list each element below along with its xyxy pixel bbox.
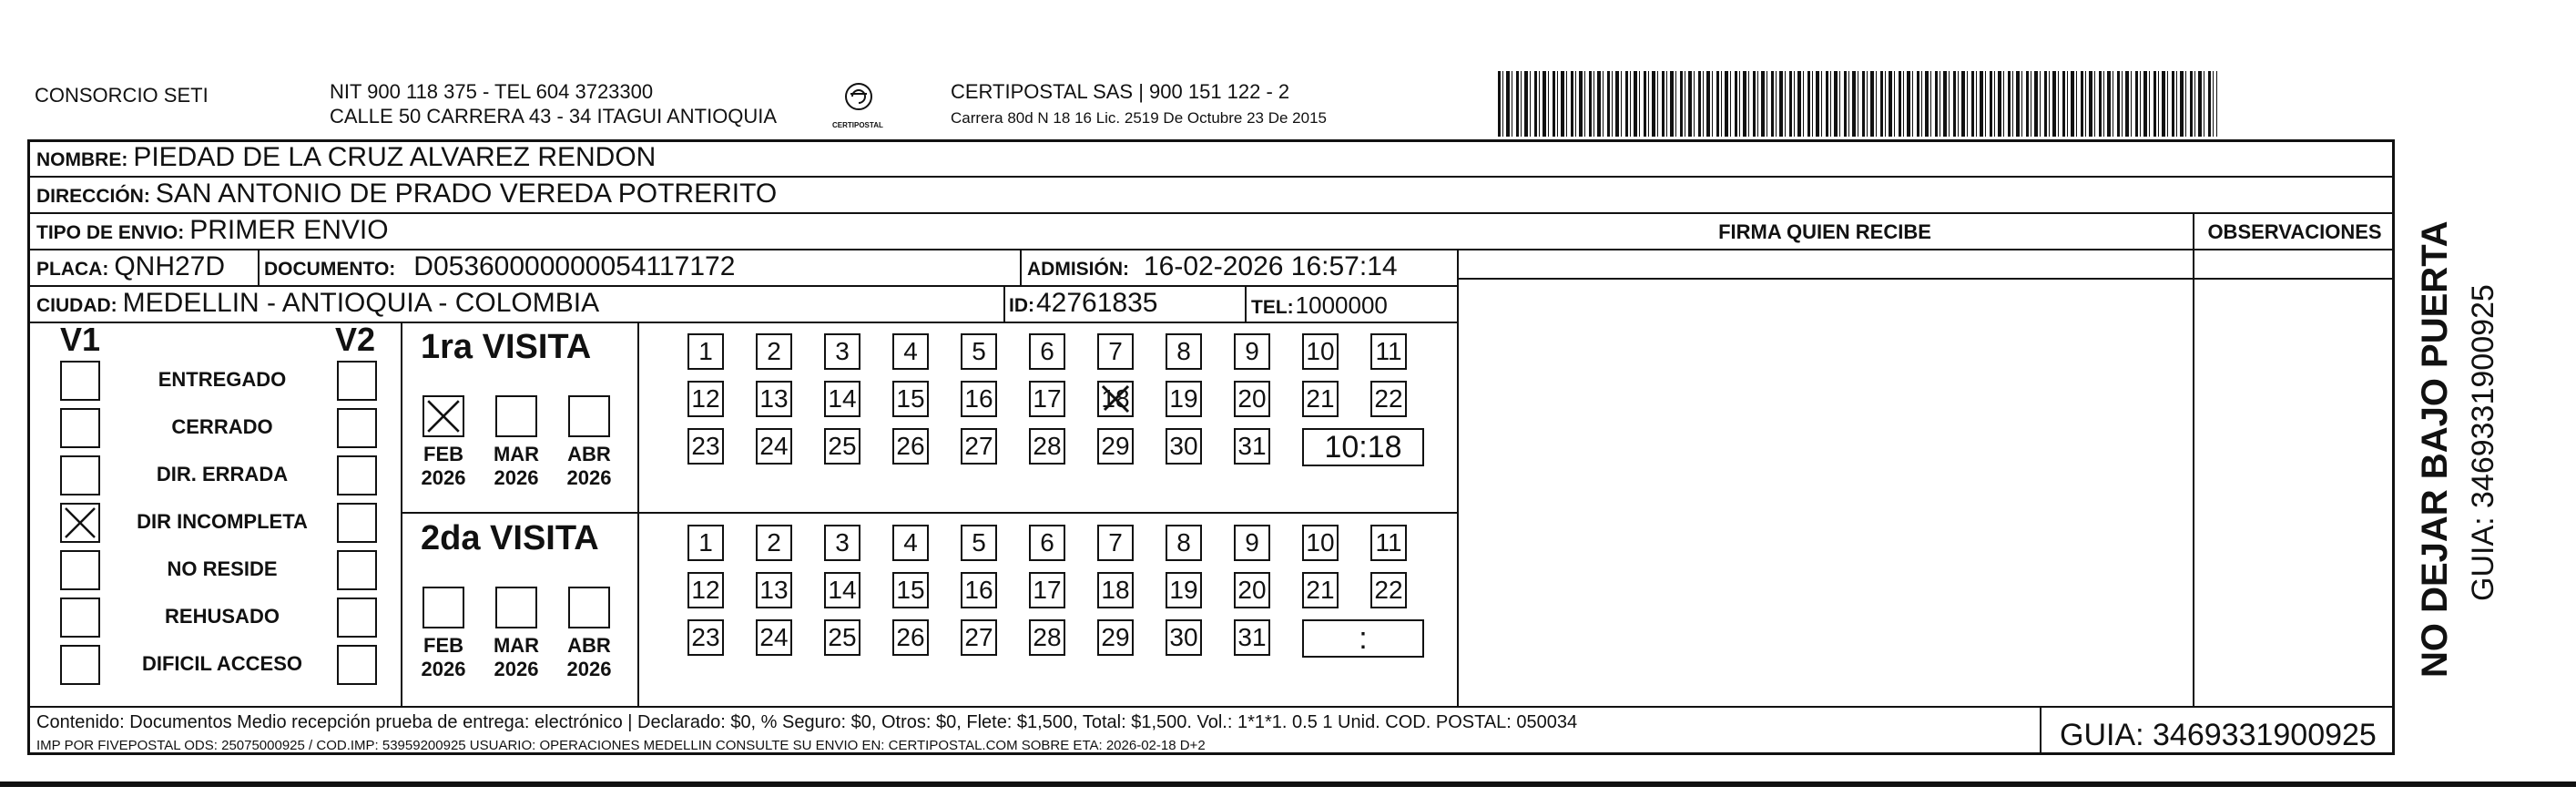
status-v2-checkbox[interactable]	[337, 361, 377, 401]
day-box[interactable]: 20	[1234, 572, 1270, 608]
day-box[interactable]: 15	[892, 381, 929, 417]
month-year: 2026	[494, 658, 539, 680]
day-box[interactable]: 6	[1029, 525, 1065, 561]
day-box[interactable]: 12	[687, 381, 724, 417]
tipo-field	[36, 215, 389, 246]
address-line: CALLE 50 CARRERA 43 - 34 ITAGUI ANTIOQUIA	[330, 105, 778, 128]
footer-divider	[2040, 706, 2041, 755]
scan-edge	[0, 781, 2576, 787]
visit-divider	[637, 322, 639, 706]
visit2-title: 2da VISITA	[421, 519, 599, 557]
day-box[interactable]: 31	[1234, 619, 1270, 656]
day-box[interactable]: 5	[961, 525, 997, 561]
admision-field	[1027, 251, 1398, 282]
admision-label: ADMISIÓN:	[1027, 259, 1129, 280]
nombre-field	[36, 142, 656, 173]
certipostal-line1: CERTIPOSTAL SAS | 900 151 122 - 2	[951, 80, 1290, 103]
status-v2-checkbox[interactable]	[337, 408, 377, 448]
ciudad-value: MEDELLIN - ANTIOQUIA - COLOMBIA	[122, 288, 600, 318]
status-label: DIFICIL ACCESO	[141, 652, 302, 675]
day-box[interactable]: 18	[1097, 381, 1134, 417]
month-name: ABR	[567, 443, 611, 465]
month-year: 2026	[566, 658, 612, 680]
month-name: FEB	[423, 634, 463, 657]
day-box[interactable]: 23	[687, 428, 724, 465]
day-box[interactable]: 1	[687, 525, 724, 561]
day-box[interactable]: 22	[1370, 381, 1407, 417]
day-box[interactable]: 29	[1097, 428, 1134, 465]
status-label: CERRADO	[171, 415, 273, 438]
day-box[interactable]: 28	[1029, 428, 1065, 465]
month-label	[562, 634, 616, 681]
tipo-label: TIPO DE ENVIO:	[36, 222, 185, 243]
status-v1-checkbox[interactable]	[60, 361, 100, 401]
status-v2-checkbox[interactable]	[337, 645, 377, 685]
month-year: 2026	[566, 466, 612, 489]
v2-header: V2	[335, 321, 376, 358]
documento-label: DOCUMENTO:	[264, 259, 396, 280]
day-box[interactable]: 22	[1370, 572, 1407, 608]
footer-guia: GUIA: 3469331900925	[2060, 718, 2377, 752]
day-box[interactable]: 27	[961, 428, 997, 465]
day-box[interactable]: 26	[892, 428, 929, 465]
status-v1-checkbox[interactable]	[60, 503, 100, 543]
certipostal-line2: Carrera 80d N 18 16 Lic. 2519 De Octubre 23 De 2015	[951, 109, 1327, 127]
col-divider	[1020, 249, 1022, 285]
day-box[interactable]: 16	[961, 572, 997, 608]
day-box[interactable]: 13	[756, 572, 792, 608]
month-checkbox[interactable]	[568, 587, 610, 628]
day-box[interactable]: 9	[1234, 333, 1270, 370]
col-divider	[258, 249, 260, 285]
day-box[interactable]: 6	[1029, 333, 1065, 370]
day-box[interactable]: 19	[1166, 572, 1202, 608]
month-label	[562, 443, 616, 490]
day-box[interactable]: 4	[892, 333, 929, 370]
col-divider	[1003, 285, 1005, 322]
v1-header: V1	[60, 321, 101, 358]
day-box[interactable]: 21	[1302, 572, 1339, 608]
day-box[interactable]: 28	[1029, 619, 1065, 656]
documento-field	[264, 251, 735, 282]
day-box[interactable]: 24	[756, 428, 792, 465]
status-v1-checkbox[interactable]	[60, 598, 100, 638]
row-divider	[27, 176, 2395, 178]
month-label	[416, 443, 471, 490]
day-box[interactable]: 20	[1234, 381, 1270, 417]
day-box[interactable]: 2	[756, 525, 792, 561]
day-box[interactable]: 11	[1370, 333, 1407, 370]
day-box[interactable]: 21	[1302, 381, 1339, 417]
month-name: MAR	[493, 634, 540, 657]
day-box[interactable]: 30	[1166, 619, 1202, 656]
day-box[interactable]: 15	[892, 572, 929, 608]
day-box[interactable]: 30	[1166, 428, 1202, 465]
row-divider	[27, 322, 1457, 323]
placa-field	[36, 251, 225, 282]
day-box[interactable]: 5	[961, 333, 997, 370]
month-checkbox[interactable]	[568, 395, 610, 437]
day-box[interactable]: 7	[1097, 333, 1134, 370]
status-v2-checkbox[interactable]	[337, 503, 377, 543]
month-label	[416, 634, 471, 681]
direccion-value: SAN ANTONIO DE PRADO VEREDA POTRERITO	[155, 179, 778, 209]
month-checkbox[interactable]	[423, 587, 464, 628]
day-box[interactable]: 18	[1097, 572, 1134, 608]
month-name: ABR	[567, 634, 611, 657]
visit-divider	[401, 512, 1457, 514]
admision-value: 16-02-2026 16:57:14	[1144, 251, 1398, 281]
day-box[interactable]: 8	[1166, 333, 1202, 370]
month-checkbox[interactable]	[495, 587, 537, 628]
day-box[interactable]: 7	[1097, 525, 1134, 561]
documento-value: D05360000000054117172	[413, 251, 736, 281]
row-divider	[27, 212, 2395, 214]
footer-content: Contenido: Documentos Medio recepción prueba de entrega: electrónico | Declarado: $0, % Seguro: $0, Otros: $0, Flete: $1,500, Total: $1,500. Vol.: 1*1*1. 0.5 1 Unid. COD. POSTAL: 050034	[36, 712, 1578, 732]
status-label: DIR. ERRADA	[156, 463, 289, 485]
month-name: MAR	[493, 443, 540, 465]
month-year: 2026	[421, 658, 466, 680]
barcode	[1498, 71, 2217, 137]
day-box[interactable]: 10	[1302, 525, 1339, 561]
col-divider	[1245, 285, 1247, 322]
row-divider	[27, 249, 2395, 250]
month-year: 2026	[421, 466, 466, 489]
day-box[interactable]: 31	[1234, 428, 1270, 465]
status-v2-checkbox[interactable]	[337, 455, 377, 495]
day-box[interactable]: 25	[824, 428, 860, 465]
row-divider	[1457, 278, 2395, 280]
day-box[interactable]: 27	[961, 619, 997, 656]
day-box[interactable]: 2	[756, 333, 792, 370]
day-box[interactable]: 25	[824, 619, 860, 656]
status-v2-checkbox[interactable]	[337, 550, 377, 590]
month-name: FEB	[423, 443, 463, 465]
day-box[interactable]: 3	[824, 525, 860, 561]
ciudad-label: CIUDAD:	[36, 295, 117, 316]
logo-text: CERTIPOSTAL	[832, 121, 883, 129]
day-box[interactable]: 14	[824, 572, 860, 608]
status-label: ENTREGADO	[158, 368, 287, 391]
visit1-title: 1ra VISITA	[421, 328, 592, 366]
day-box[interactable]: 24	[756, 619, 792, 656]
month-checkbox[interactable]	[423, 395, 464, 437]
month-label	[489, 634, 544, 681]
direccion-label: DIRECCIÓN:	[36, 186, 150, 207]
col-divider	[1457, 249, 1459, 706]
tel-value: 1000000	[1295, 291, 1388, 319]
tipo-value: PRIMER ENVIO	[189, 215, 389, 245]
ciudad-field	[36, 288, 599, 319]
status-v1-checkbox[interactable]	[60, 645, 100, 685]
day-box[interactable]: 16	[961, 381, 997, 417]
day-box[interactable]: 23	[687, 619, 724, 656]
day-mark	[1097, 381, 1134, 417]
nombre-label: NOMBRE:	[36, 149, 128, 170]
day-box[interactable]: 29	[1097, 619, 1134, 656]
observaciones-header: OBSERVACIONES	[2207, 220, 2382, 243]
month-year: 2026	[494, 466, 539, 489]
company-name: CONSORCIO SETI	[35, 84, 209, 107]
footer-meta: IMP POR FIVEPOSTAL ODS: 25075000925 / COD.IMP: 53959200925 USUARIO: OPERACIONES MEDELLIN CONSULTE SU ENVIO EN: CERTIPOSTAL.COM SOBRE ETA: 2026-02-18 D+2	[36, 738, 1206, 753]
row-divider	[27, 285, 1457, 287]
day-box[interactable]: 10	[1302, 333, 1339, 370]
status-label: REHUSADO	[165, 605, 280, 628]
id-label: ID:	[1009, 295, 1034, 316]
placa-value: QNH27D	[114, 251, 226, 281]
status-label: DIR INCOMPLETA	[137, 510, 308, 533]
status-v2-checkbox[interactable]	[337, 598, 377, 638]
day-box[interactable]: 13	[756, 381, 792, 417]
side-guia: GUIA: 3469331900925	[2466, 284, 2500, 601]
month-label	[489, 443, 544, 490]
status-divider	[401, 322, 402, 706]
status-v1-checkbox[interactable]	[60, 455, 100, 495]
nit-line: NIT 900 118 375 - TEL 604 3723300	[330, 80, 654, 103]
nombre-value: PIEDAD DE LA CRUZ ALVAREZ RENDON	[133, 142, 657, 172]
day-box[interactable]: 19	[1166, 381, 1202, 417]
id-value: 42761835	[1036, 288, 1158, 318]
status-v1-checkbox[interactable]	[60, 550, 100, 590]
day-box[interactable]: 14	[824, 381, 860, 417]
day-box[interactable]: 3	[824, 333, 860, 370]
day-box[interactable]: 12	[687, 572, 724, 608]
id-field	[1009, 288, 1157, 319]
tel-label: TEL:	[1251, 297, 1294, 318]
day-box[interactable]: 1	[687, 333, 724, 370]
day-box[interactable]: 8	[1166, 525, 1202, 561]
firma-header: FIRMA QUIEN RECIBE	[1718, 220, 1931, 243]
day-box[interactable]: 26	[892, 619, 929, 656]
tel-field	[1251, 291, 1388, 320]
day-box[interactable]: 4	[892, 525, 929, 561]
time-box[interactable]: :	[1302, 619, 1424, 658]
status-v1-checkbox[interactable]	[60, 408, 100, 448]
time-box[interactable]: 10:18	[1302, 428, 1424, 466]
col-divider	[2193, 212, 2194, 706]
day-box[interactable]: 9	[1234, 525, 1270, 561]
direccion-field	[36, 179, 777, 209]
month-checkbox[interactable]	[495, 395, 537, 437]
status-label: NO RESIDE	[167, 557, 278, 580]
day-box[interactable]: 17	[1029, 572, 1065, 608]
placa-label: PLACA:	[36, 259, 109, 280]
day-box[interactable]: 17	[1029, 381, 1065, 417]
side-warning: NO DEJAR BAJO PUERTA	[2415, 220, 2455, 678]
day-box[interactable]: 11	[1370, 525, 1407, 561]
